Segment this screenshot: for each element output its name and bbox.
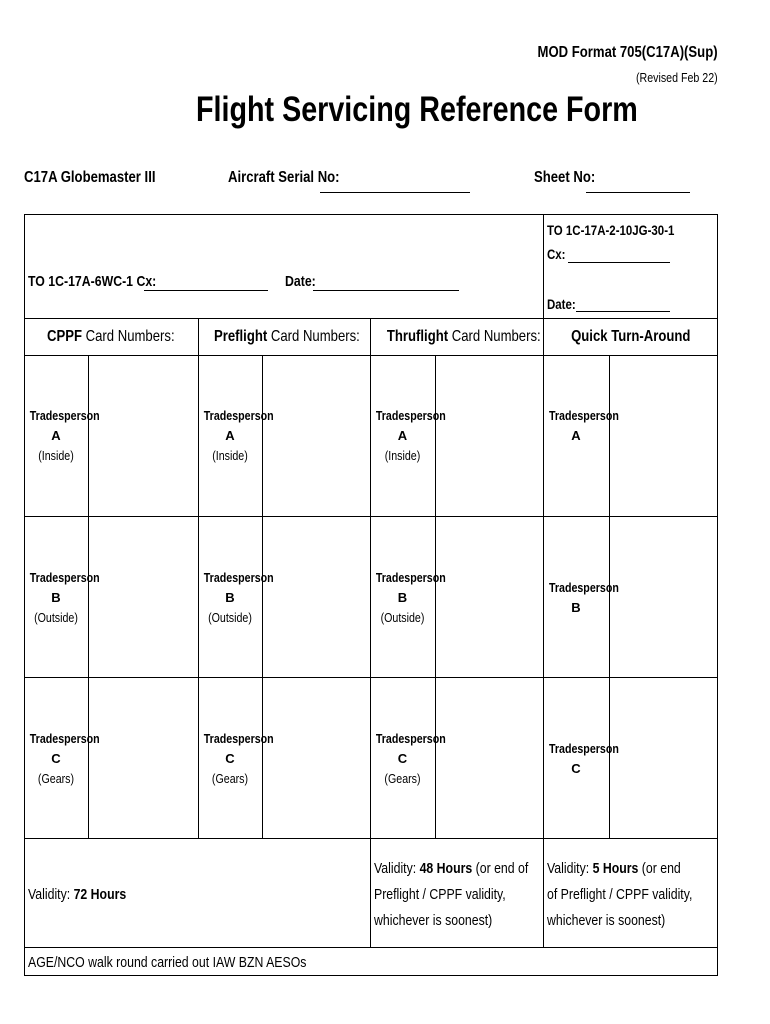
- divider: [609, 355, 610, 838]
- to-6wc-cx-label: TO 1C-17A-6WC-1 Cx:: [28, 273, 157, 290]
- tradesperson-a-label: Tradesperson A: [548, 408, 619, 443]
- tradesperson-b-label: Tradesperson B (Outside): [203, 570, 274, 625]
- validity-quick-turn-around: Validity: 5 Hours (or end of Preflight / CPPF validity, whichever is soonest): [547, 860, 693, 929]
- to-6wc-cx-field[interactable]: [144, 290, 268, 291]
- divider: [24, 516, 718, 517]
- left-date-field[interactable]: [313, 290, 459, 291]
- divider: [24, 947, 718, 948]
- right-date-field[interactable]: [576, 311, 670, 312]
- tradesperson-b-label: Tradesperson B: [548, 580, 619, 615]
- right-cx-field[interactable]: [568, 262, 670, 263]
- aircraft-type: C17A Globemaster III: [24, 169, 156, 186]
- right-date-label: Date:: [547, 296, 576, 312]
- column-header-thruflight: Thruflight Card Numbers:: [386, 328, 541, 345]
- tradesperson-c-label: Tradesperson C (Gears): [375, 731, 446, 786]
- divider: [24, 318, 718, 319]
- tradesperson-c-label: Tradesperson C (Gears): [203, 731, 274, 786]
- left-date-label: Date:: [285, 273, 316, 290]
- validity-cppf-preflight: Validity: 72 Hours: [28, 886, 127, 903]
- divider: [543, 214, 544, 318]
- column-header-quick-turn-around: Quick Turn-Around: [570, 328, 691, 345]
- right-cx-label: Cx:: [547, 246, 566, 262]
- aircraft-serial-label: Aircraft Serial No:: [228, 169, 340, 186]
- tradesperson-b-label: Tradesperson B (Outside): [375, 570, 446, 625]
- tradesperson-b-label: Tradesperson B (Outside): [29, 570, 100, 625]
- aircraft-serial-field[interactable]: [320, 192, 470, 193]
- tradesperson-c-label: Tradesperson C: [548, 741, 619, 776]
- divider: [24, 838, 718, 839]
- tradesperson-a-label: Tradesperson A (Inside): [29, 408, 100, 463]
- form-title: Flight Servicing Reference Form: [196, 90, 638, 129]
- tradesperson-c-label: Tradesperson C (Gears): [29, 731, 100, 786]
- age-nco-walkround-note: AGE/NCO walk round carried out IAW BZN AESOs: [28, 954, 307, 971]
- revision-label: (Revised Feb 22): [636, 70, 718, 85]
- column-header-preflight: Preflight Card Numbers:: [214, 328, 360, 345]
- sheet-no-label: Sheet No:: [534, 169, 596, 186]
- mod-format-label: MOD Format 705(C17A)(Sup): [537, 44, 718, 61]
- column-header-cppf: CPPF Card Numbers:: [47, 328, 175, 345]
- to-10jg-label: TO 1C-17A-2-10JG-30-1: [547, 222, 675, 238]
- validity-thruflight: Validity: 48 Hours (or end of Preflight / CPPF validity, whichever is soonest): [374, 860, 529, 929]
- sheet-no-field[interactable]: [586, 192, 690, 193]
- divider: [88, 355, 89, 838]
- divider: [262, 355, 263, 838]
- tradesperson-a-label: Tradesperson A (Inside): [375, 408, 446, 463]
- divider: [24, 677, 718, 678]
- divider: [435, 355, 436, 838]
- tradesperson-a-label: Tradesperson A (Inside): [203, 408, 274, 463]
